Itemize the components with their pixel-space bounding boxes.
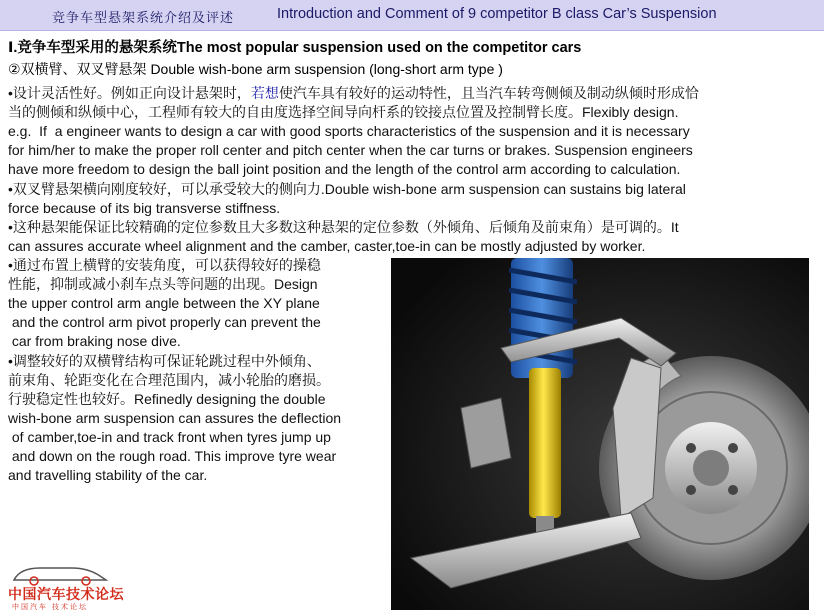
- text-line: of camber,toe-in and track front when tyres jump up: [8, 429, 331, 445]
- text-line: car from braking nose dive.: [8, 333, 181, 349]
- car-logo-icon: [10, 562, 110, 586]
- text-line: 行驶稳定性也较好。Refinedly designing the double: [8, 391, 326, 407]
- suspension-illustration: [391, 258, 809, 610]
- text-line: wish-bone arm suspension can assures the deflection: [8, 410, 342, 426]
- text-line: e.g. If a engineer wants to design a car with good sports characteristics of the suspension and it is necessary: [8, 123, 690, 139]
- text-line: 性能，抑制或减小刹车点头等问题的出现。Design: [8, 276, 318, 292]
- section-subtitle: ②双横臂、双叉臂悬架 Double wish-bone arm suspension (long-short arm type ): [8, 61, 503, 77]
- text-segment: •设计灵活性好。例如正向设计悬架时，: [8, 85, 251, 101]
- logo-subtext: 中国汽车 技术论坛: [12, 604, 88, 611]
- header-title-cn: 竞争车型悬架系统介绍及评述: [52, 11, 235, 26]
- text-line: have more freedom to design the ball joint position and the length of the control arm according to calculation.: [8, 161, 681, 177]
- logo-text: 中国汽车技术论坛: [8, 586, 124, 602]
- header-title-en: Introduction and Comment of 9 competitor B class Car’s Suspension: [277, 6, 717, 22]
- text-line: the upper control arm angle between the XY plane: [8, 295, 320, 311]
- suspension-photo: [391, 258, 809, 610]
- text-line: and travelling stability of the car.: [8, 467, 208, 483]
- text-line: •通过布置上横臂的安装角度，可以获得较好的操稳: [8, 257, 321, 273]
- text-line: and the control arm pivot properly can prevent the: [8, 314, 321, 330]
- text-line: •调整较好的双横臂结构可保证轮跳过程中外倾角、: [8, 353, 321, 369]
- header-bar: [0, 0, 824, 31]
- section-title: Ⅰ.竞争车型采用的悬架系统The most popular suspension used on the competitor cars: [8, 40, 582, 56]
- text-line: and down on the rough road. This improve tyre wear: [8, 448, 337, 464]
- text-line: can assures accurate wheel alignment and the camber, caster,toe-in can be mostly adjusted by worker.: [8, 238, 646, 254]
- text-segment: 使汽车具有较好的运动特性，且当汽车转弯侧倾及制动纵倾时形成恰: [278, 85, 699, 101]
- highlight-text: 若想: [250, 85, 279, 101]
- forum-logo: [6, 562, 124, 612]
- text-line: [8, 84, 699, 103]
- text-line: force because of its big transverse stiffness.: [8, 200, 281, 216]
- text-line: •这种悬架能保证比较精确的定位参数且大多数这种悬架的定位参数（外倾角、后倾角及前束角）是可调的。It: [8, 219, 679, 235]
- text-line: 前束角、轮距变化在合理范围内，减小轮胎的磨损。: [8, 372, 330, 388]
- text-line: 当的侧倾和纵倾中心，工程师有较大的自由度选择空间导向杆系的铰接点位置及控制臂长度。Flexibly design.: [8, 104, 679, 120]
- damper: [529, 368, 561, 518]
- text-line: for him/her to make the proper roll center and pitch center when the car turns or brakes. Suspension engineers: [8, 142, 693, 158]
- text-line: •双叉臂悬架横向刚度较好，可以承受较大的侧向力.Double wish-bone arm suspension can sustains big lateral: [8, 181, 686, 197]
